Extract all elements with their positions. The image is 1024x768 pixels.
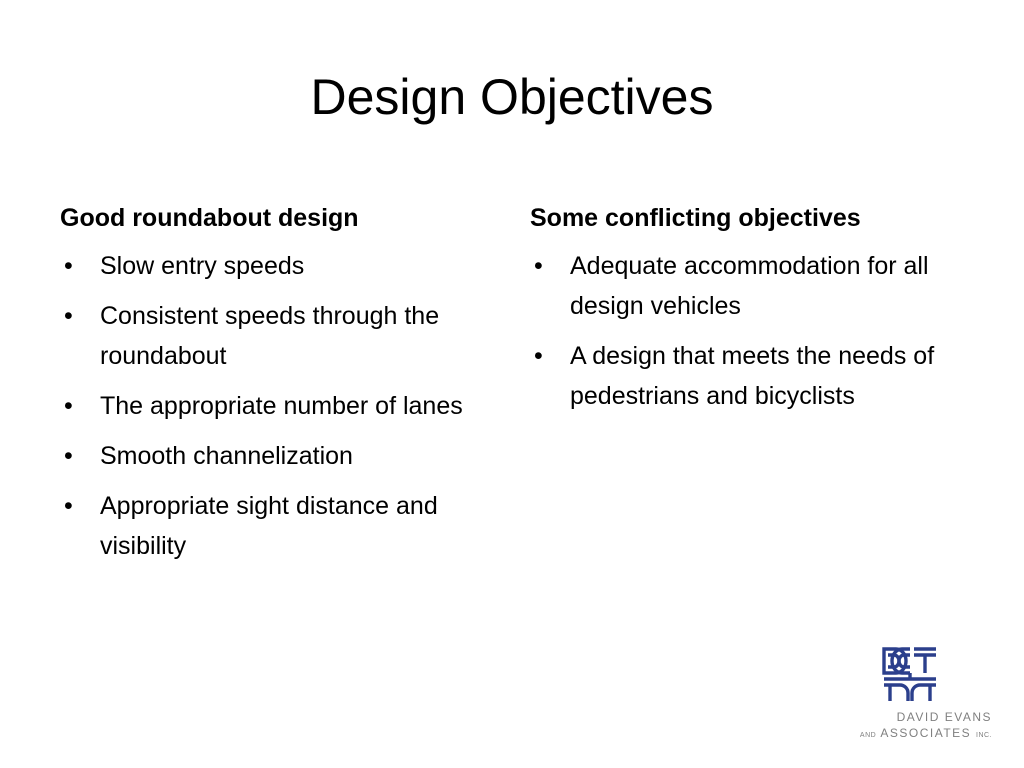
logo-name-line1: DAVID EVANS xyxy=(896,710,992,724)
list-item-text: Consistent speeds through the roundabout xyxy=(100,302,440,370)
list-item xyxy=(60,436,500,476)
bullet-dot-icon: • xyxy=(64,302,73,330)
list-item xyxy=(60,246,500,286)
list-item-text: Adequate accommodation for all design vehicles xyxy=(570,252,929,320)
list-item xyxy=(60,386,500,426)
logo-and-text: AND xyxy=(859,732,877,739)
right-column xyxy=(530,196,970,426)
slide-title: Design Objectives xyxy=(310,69,714,125)
list-item xyxy=(530,246,970,326)
left-column-heading: Good roundabout design xyxy=(60,204,359,232)
right-column-heading: Some conflicting objectives xyxy=(530,204,861,232)
bullet-dot-icon: • xyxy=(534,252,543,280)
left-column xyxy=(60,196,500,576)
bullet-dot-icon: • xyxy=(64,442,73,470)
list-item xyxy=(60,486,500,566)
list-item-text: Appropriate sight distance and visibility xyxy=(100,492,438,560)
company-logo xyxy=(830,645,995,745)
bullet-dot-icon: • xyxy=(534,342,543,370)
list-item-text: A design that meets the needs of pedestrians and bicyclists xyxy=(570,342,935,410)
left-bullet-list xyxy=(60,246,500,566)
list-item-text: Slow entry speeds xyxy=(100,252,305,280)
list-item xyxy=(530,336,970,416)
logo-inc-text: INC. xyxy=(976,732,992,739)
right-bullet-list xyxy=(530,246,970,416)
bullet-dot-icon: • xyxy=(64,252,73,280)
bullet-dot-icon: • xyxy=(64,392,73,420)
dea-logo-mark-icon xyxy=(880,645,940,705)
logo-name-line2 xyxy=(830,726,992,740)
list-item-text: Smooth channelization xyxy=(100,442,353,470)
list-item-text: The appropriate number of lanes xyxy=(100,392,463,420)
logo-associates-text: ASSOCIATES xyxy=(880,726,972,740)
list-item xyxy=(60,296,500,376)
bullet-dot-icon: • xyxy=(64,492,73,520)
